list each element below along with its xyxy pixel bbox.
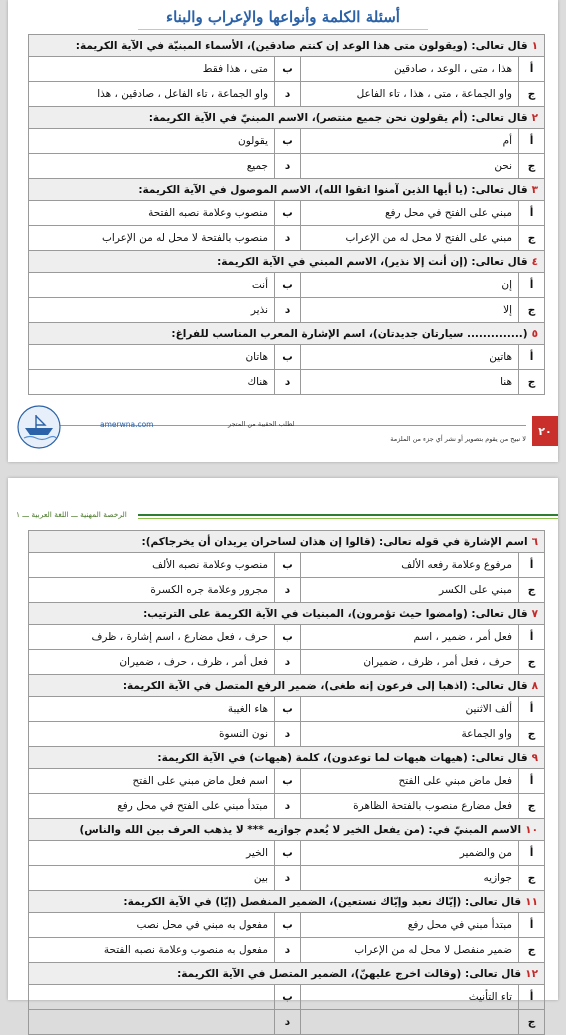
option-letter-d: د bbox=[275, 82, 301, 107]
question-number: ٨ bbox=[531, 679, 538, 692]
question-row bbox=[29, 963, 545, 985]
option-c[interactable]: نحن bbox=[301, 154, 519, 179]
question-number: ٢ bbox=[531, 111, 539, 124]
question-row bbox=[29, 179, 545, 201]
option-a[interactable]: مبتدأ مبني في محل رفع bbox=[301, 913, 519, 938]
option-letter-d: د bbox=[275, 866, 301, 891]
option-letter-c: ج bbox=[519, 298, 545, 323]
option-letter-a: أ bbox=[519, 57, 545, 82]
options-row bbox=[29, 866, 545, 891]
question-number: ١٢ bbox=[525, 967, 538, 980]
question-row bbox=[29, 603, 545, 625]
question-cell bbox=[29, 35, 545, 57]
ship-logo-icon bbox=[16, 404, 62, 450]
option-a[interactable]: فعل ماض مبني على الفتح bbox=[301, 769, 519, 794]
question-number: ٥ bbox=[531, 327, 539, 340]
question-row bbox=[29, 323, 545, 345]
option-letter-b: ب bbox=[275, 769, 301, 794]
option-letter-b: ب bbox=[275, 129, 301, 154]
question-number: ١ bbox=[531, 39, 539, 52]
option-letter-b: ب bbox=[275, 57, 301, 82]
option-b[interactable]: هاتان bbox=[29, 345, 275, 370]
options-row bbox=[29, 298, 545, 323]
page-title: أسئلة الكلمة وأنواعها والإعراب والبناء bbox=[166, 8, 400, 26]
option-letter-b: ب bbox=[275, 553, 301, 578]
page-header: الرخصة المهنية ـــ اللغة العربية ـــ ١ bbox=[16, 510, 127, 519]
option-c[interactable]: جوازيه bbox=[301, 866, 519, 891]
option-c[interactable]: واو الجماعة bbox=[301, 722, 519, 747]
option-b[interactable]: منصوب وعلامة نصبه الألف bbox=[29, 553, 275, 578]
options-row bbox=[29, 273, 545, 298]
option-a[interactable]: أم bbox=[301, 129, 519, 154]
question-cell bbox=[29, 747, 545, 769]
question-number: ٦ bbox=[531, 535, 538, 548]
question-row bbox=[29, 675, 545, 697]
option-letter-d: د bbox=[275, 298, 301, 323]
question-row bbox=[29, 107, 545, 129]
option-a[interactable]: من والضمير bbox=[301, 841, 519, 866]
options-row bbox=[29, 370, 545, 395]
option-letter-a: أ bbox=[519, 345, 545, 370]
option-a[interactable]: مبني على الفتح في محل رفع bbox=[301, 201, 519, 226]
option-letter-a: أ bbox=[519, 553, 545, 578]
option-b[interactable]: اسم فعل ماض مبني على الفتح bbox=[29, 769, 275, 794]
questions-table bbox=[28, 34, 545, 395]
question-cell bbox=[29, 963, 545, 985]
option-letter-c: ج bbox=[519, 1010, 545, 1035]
question-cell bbox=[29, 179, 545, 201]
option-b[interactable]: هاء الغيبة bbox=[29, 697, 275, 722]
header-rule-thin bbox=[138, 518, 558, 519]
option-letter-c: ج bbox=[519, 154, 545, 179]
option-letter-c: ج bbox=[519, 794, 545, 819]
option-letter-a: أ bbox=[519, 129, 545, 154]
option-d[interactable]: واو الجماعة ، تاء الفاعل ، صادقين ، هذا bbox=[29, 82, 275, 107]
options-row bbox=[29, 625, 545, 650]
option-a[interactable]: هذا ، متى ، الوعد ، صادقين bbox=[301, 57, 519, 82]
question-number: ٣ bbox=[531, 183, 539, 196]
option-letter-d: د bbox=[275, 226, 301, 251]
question-text: قال تعالى: (يا أيها الذين آمنوا اتقوا الله)، الاسم الموصول في الآية الكريمة: bbox=[138, 183, 528, 196]
option-letter-a: أ bbox=[519, 769, 545, 794]
option-letter-b: ب bbox=[275, 985, 301, 1010]
option-letter-c: ج bbox=[519, 370, 545, 395]
question-text: قال تعالى: (ويقولون متى هذا الوعد إن كنتم صادقين)، الأسماء المبنيّة في الآية الكريمة: bbox=[75, 39, 528, 52]
options-row bbox=[29, 1010, 545, 1035]
option-b[interactable]: أنت bbox=[29, 273, 275, 298]
option-c[interactable]: مبني على الفتح لا محل له من الإعراب bbox=[301, 226, 519, 251]
option-letter-b: ب bbox=[275, 841, 301, 866]
option-b[interactable]: يقولون bbox=[29, 129, 275, 154]
question-text: قال تعالى: (اذهبا إلى فرعون إنه طغى)، ضمير الرفع المتصل في الآية الكريمة: bbox=[122, 679, 528, 692]
option-d[interactable]: مبتدأ مبني على الفتح في محل رفع bbox=[29, 794, 275, 819]
question-number: ٩ bbox=[531, 751, 538, 764]
option-b[interactable]: حرف ، فعل مضارع ، اسم إشارة ، ظرف bbox=[29, 625, 275, 650]
question-cell bbox=[29, 531, 545, 553]
option-d[interactable]: نون النسوة bbox=[29, 722, 275, 747]
question-text: قال تعالى: (وقالت اخرج عليهنّ)، الضمير المتصل في الآية الكريمة: bbox=[177, 967, 522, 980]
option-letter-a: أ bbox=[519, 625, 545, 650]
question-number: ١٠ bbox=[525, 823, 538, 836]
option-d[interactable]: هناك bbox=[29, 370, 275, 395]
options-row bbox=[29, 553, 545, 578]
option-letter-d: د bbox=[275, 1010, 301, 1035]
questions-table bbox=[28, 530, 545, 1035]
option-c[interactable]: مبني على الكسر bbox=[301, 578, 519, 603]
option-letter-b: ب bbox=[275, 625, 301, 650]
option-b[interactable] bbox=[29, 985, 275, 1010]
option-letter-b: ب bbox=[275, 201, 301, 226]
options-row bbox=[29, 154, 545, 179]
option-letter-b: ب bbox=[275, 345, 301, 370]
option-letter-c: ج bbox=[519, 722, 545, 747]
options-row bbox=[29, 913, 545, 938]
question-row bbox=[29, 819, 545, 841]
question-cell bbox=[29, 675, 545, 697]
option-letter-d: د bbox=[275, 722, 301, 747]
question-cell bbox=[29, 603, 545, 625]
copyright-note: لا نبيح من يقوم بتصوير أو نشر أي جزء من الملزمة bbox=[390, 435, 526, 443]
question-text: قال تعالى: (إيّاك نعبد وإيّاك نستعين)، الضمير المنفصل (إيّا) في الآية الكريمة: bbox=[123, 895, 522, 908]
option-a[interactable]: فعل أمر ، ضمير ، اسم bbox=[301, 625, 519, 650]
question-text: قال تعالى: (أم يقولون نحن جميع منتصر)، الاسم المبنيّ في الآية الكريمة: bbox=[148, 111, 528, 124]
option-letter-a: أ bbox=[519, 697, 545, 722]
options-row bbox=[29, 722, 545, 747]
option-letter-c: ج bbox=[519, 578, 545, 603]
options-row bbox=[29, 345, 545, 370]
option-b[interactable]: متى ، هذا فقط bbox=[29, 57, 275, 82]
option-letter-a: أ bbox=[519, 841, 545, 866]
question-cell bbox=[29, 251, 545, 273]
option-letter-d: د bbox=[275, 650, 301, 675]
option-letter-d: د bbox=[275, 578, 301, 603]
option-c[interactable]: ضمير منفصل لا محل له من الإعراب bbox=[301, 938, 519, 963]
question-cell bbox=[29, 107, 545, 129]
option-letter-d: د bbox=[275, 938, 301, 963]
option-d[interactable]: جميع bbox=[29, 154, 275, 179]
options-row bbox=[29, 57, 545, 82]
question-number: ٧ bbox=[531, 607, 538, 620]
option-letter-d: د bbox=[275, 154, 301, 179]
question-row bbox=[29, 531, 545, 553]
site-url[interactable]: amerwna.com bbox=[100, 420, 154, 429]
option-c[interactable]: هنا bbox=[301, 370, 519, 395]
question-row bbox=[29, 251, 545, 273]
question-text: اسم الإشارة في قوله تعالى: (قالوا إن هذان لساحران يريدان أن يخرجاكم): bbox=[141, 535, 528, 548]
option-a[interactable]: ألف الاثنين bbox=[301, 697, 519, 722]
options-row bbox=[29, 985, 545, 1010]
option-letter-a: أ bbox=[519, 201, 545, 226]
option-b[interactable]: الخير bbox=[29, 841, 275, 866]
option-a[interactable]: تاء التأنيث bbox=[301, 985, 519, 1010]
options-row bbox=[29, 794, 545, 819]
question-text: (.............. سيارتان جديدتان)، اسم الإشارة المعرب المناسب للفراغ: bbox=[171, 327, 528, 340]
option-b[interactable]: مفعول به مبني في محل نصب bbox=[29, 913, 275, 938]
option-d[interactable]: نذير bbox=[29, 298, 275, 323]
option-a[interactable]: هاتين bbox=[301, 345, 519, 370]
question-text: قال تعالى: (وامضوا حيث تؤمرون)، المبنيات في الآية الكريمة على الترتيب: bbox=[143, 607, 528, 620]
option-c[interactable] bbox=[301, 1010, 519, 1035]
option-c[interactable]: إلا bbox=[301, 298, 519, 323]
option-letter-b: ب bbox=[275, 273, 301, 298]
option-letter-c: ج bbox=[519, 650, 545, 675]
question-cell bbox=[29, 323, 545, 345]
question-cell bbox=[29, 819, 545, 841]
options-row bbox=[29, 841, 545, 866]
options-row bbox=[29, 578, 545, 603]
option-a[interactable]: مرفوع وعلامة رفعه الألف bbox=[301, 553, 519, 578]
worksheet-page-21 bbox=[8, 478, 558, 1028]
options-row bbox=[29, 938, 545, 963]
option-d[interactable]: مفعول به منصوب وعلامة نصبه الفتحة bbox=[29, 938, 275, 963]
question-row bbox=[29, 35, 545, 57]
page-number-badge: ٢٠ bbox=[532, 416, 558, 446]
option-letter-c: ج bbox=[519, 938, 545, 963]
option-letter-c: ج bbox=[519, 866, 545, 891]
option-c[interactable]: حرف ، فعل أمر ، ظرف ، ضميران bbox=[301, 650, 519, 675]
options-row bbox=[29, 697, 545, 722]
options-row bbox=[29, 201, 545, 226]
options-row bbox=[29, 226, 545, 251]
option-c[interactable]: فعل مضارع منصوب بالفتحة الظاهرة bbox=[301, 794, 519, 819]
option-letter-d: د bbox=[275, 370, 301, 395]
question-number: ١١ bbox=[525, 895, 538, 908]
option-letter-a: أ bbox=[519, 985, 545, 1010]
option-letter-b: ب bbox=[275, 697, 301, 722]
question-row bbox=[29, 891, 545, 913]
options-row bbox=[29, 650, 545, 675]
option-letter-d: د bbox=[275, 794, 301, 819]
option-letter-b: ب bbox=[275, 913, 301, 938]
option-c[interactable]: واو الجماعة ، متى ، هذا ، تاء الفاعل bbox=[301, 82, 519, 107]
question-number: ٤ bbox=[531, 255, 539, 268]
question-cell bbox=[29, 891, 545, 913]
option-b[interactable]: منصوب وعلامة نصبه الفتحة bbox=[29, 201, 275, 226]
title-underline bbox=[138, 29, 428, 30]
option-d[interactable]: فعل أمر ، ظرف ، حرف ، ضميران bbox=[29, 650, 275, 675]
question-text: قال تعالى: (إن أنت إلا نذير)، الاسم المبني في الآية الكريمة: bbox=[217, 255, 528, 268]
option-letter-c: ج bbox=[519, 226, 545, 251]
question-text: قال تعالى: (هيهات هيهات لما توعدون)، كلمة (هيهات) في الآية الكريمة: bbox=[157, 751, 528, 764]
option-letter-a: أ bbox=[519, 273, 545, 298]
option-d[interactable]: مجرور وعلامة جره الكسرة bbox=[29, 578, 275, 603]
option-a[interactable]: إن bbox=[301, 273, 519, 298]
option-letter-a: أ bbox=[519, 913, 545, 938]
option-d[interactable]: بين bbox=[29, 866, 275, 891]
options-row bbox=[29, 129, 545, 154]
store-note: لطلب الحقيبة من المتجر bbox=[228, 420, 295, 428]
option-d[interactable] bbox=[29, 1010, 275, 1035]
worksheet-page-20 bbox=[8, 0, 558, 462]
question-text: الاسم المبنيّ في: (من يفعل الخير لا يُعدم جوازيه *** لا يذهب العرف بين الله والناس) bbox=[79, 823, 522, 836]
options-row bbox=[29, 769, 545, 794]
option-letter-c: ج bbox=[519, 82, 545, 107]
header-rule bbox=[138, 514, 558, 516]
question-row bbox=[29, 747, 545, 769]
option-d[interactable]: منصوب بالفتحة لا محل له من الإعراب bbox=[29, 226, 275, 251]
options-row bbox=[29, 82, 545, 107]
